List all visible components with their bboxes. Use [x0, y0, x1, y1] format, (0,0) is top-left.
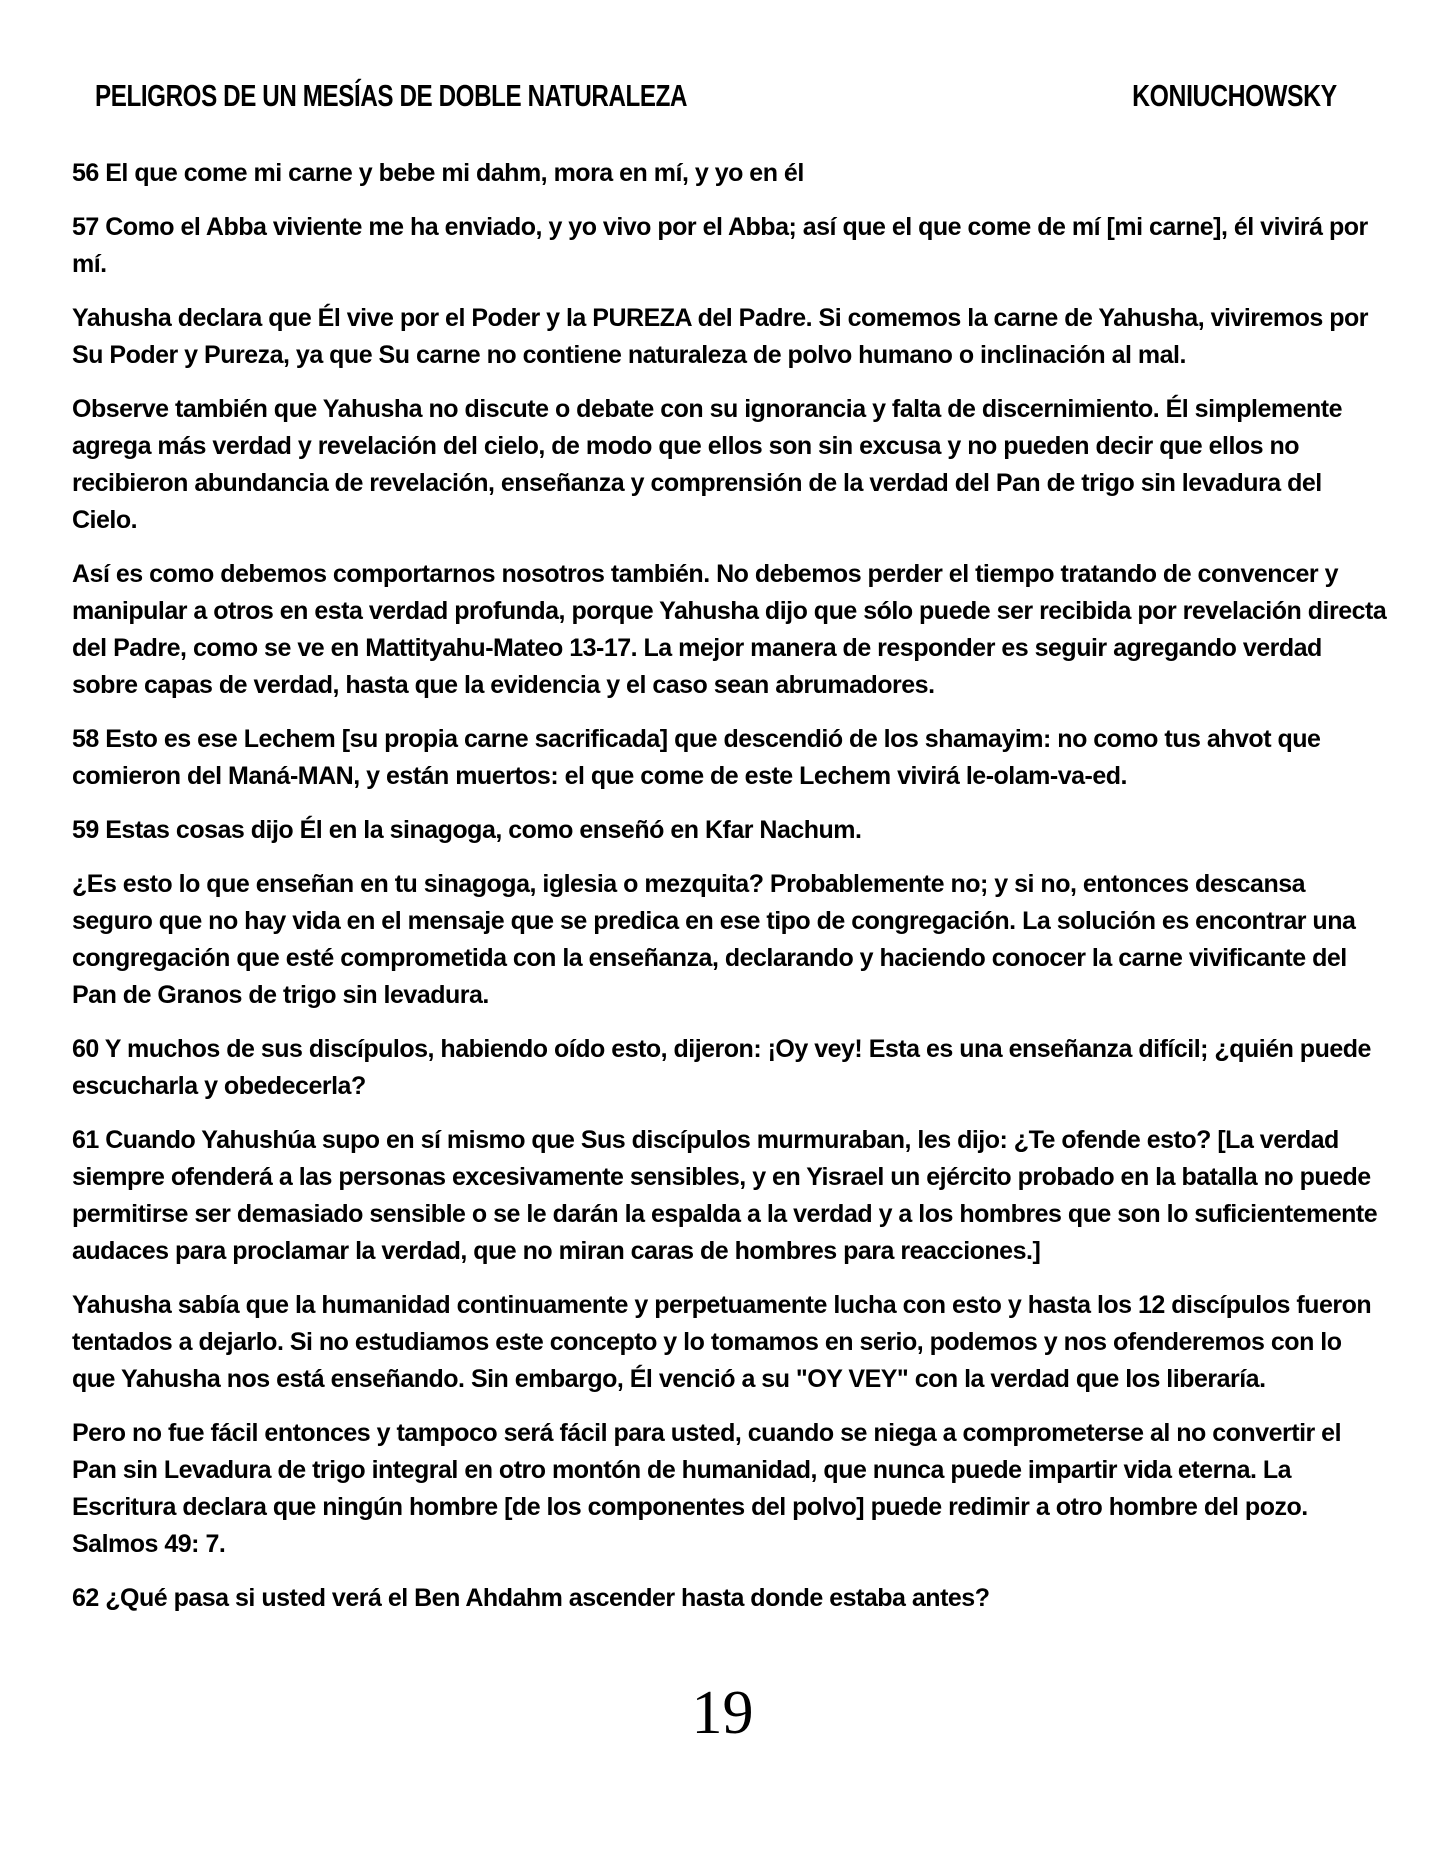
- paragraph: 62 ¿Qué pasa si usted verá el Ben Ahdahm ascender hasta donde estaba antes?: [72, 1584, 990, 1612]
- paragraph: Observe también que Yahusha no discute o debate con su ignorancia y falta de discernimiento. Él simplemente agrega más verdad y revelación del cielo, de modo que ellos son sin excusa y no pueden decir que ellos no recibieron abundancia de revelación, enseñanza y comprensión de la verdad del Pan de trigo sin levadura del Cielo.: [72, 395, 1343, 534]
- paragraph: Pero no fue fácil entonces y tampoco será fácil para usted, cuando se niega a comprometerse al no convertir el Pan sin Levadura de trigo integral en otro montón de humanidad, que nunca puede impartir vida eterna. La Escritura declara que ningún hombre [de los componentes del polvo] puede redimir a otro hombre del pozo. Salmos 49: 7.: [72, 1419, 1342, 1558]
- paragraph: ¿Es esto lo que enseñan en tu sinagoga, iglesia o mezquita? Probablemente no; y si no, entonces descansa seguro que no hay vida en el mensaje que se predica en ese tipo de congregación. La solución es encontrar una congregación que esté comprometida con la enseñanza, declarando y haciendo conocer la carne vivificante del Pan de Granos de trigo sin levadura.: [72, 870, 1356, 1009]
- running-header: [95, 0, 1337, 111]
- header-author: KONIUCHOWSKY: [1132, 78, 1337, 113]
- paragraph: 61 Cuando Yahushúa supo en sí mismo que Sus discípulos murmuraban, les dijo: ¿Te ofende esto? [La verdad siempre ofenderá a las personas excesivamente sensibles, y en Yisrael un ejército probado en la batalla no puede permitirse ser demasiado sensible o se le darán la espalda a la verdad y a los hombres que son lo suficientemente audaces para proclamar la verdad, que no miran caras de hombres para reacciones.]: [72, 1126, 1378, 1265]
- paragraph: 56 El que come mi carne y bebe mi dahm, mora en mí, y yo en él: [72, 159, 804, 187]
- paragraph: Yahusha declara que Él vive por el Poder y la PUREZA del Padre. Si comemos la carne de Yahusha, viviremos por Su Poder y Pureza, ya que Su carne no contiene naturaleza de polvo humano o inclinación al mal.: [72, 304, 1369, 369]
- paragraph: 58 Esto es ese Lechem [su propia carne sacrificada] que descendió de los shamayim: no como tus ahvot que comieron del Maná-MAN, y están muertos: el que come de este Lechem vivirá le-olam-va-ed.: [72, 725, 1321, 790]
- page-number: 19: [691, 1679, 754, 1747]
- paragraph: 59 Estas cosas dijo Él en la sinagoga, como enseñó en Kfar Nachum.: [72, 816, 862, 844]
- header-title: PELIGROS DE UN MESÍAS DE DOBLE NATURALEZA: [95, 78, 688, 113]
- document-body: [72, 155, 1390, 1617]
- paragraph: Yahusha sabía que la humanidad continuamente y perpetuamente lucha con esto y hasta los 12 discípulos fueron tentados a dejarlo. Si no estudiamos este concepto y lo tomamos en serio, podemos y nos ofenderemos con lo que Yahusha nos está enseñando. Sin embargo, Él venció a su "OY VEY" con la verdad que los liberaría.: [72, 1291, 1372, 1393]
- paragraph: 57 Como el Abba viviente me ha enviado, y yo vivo por el Abba; así que el que come de mí [mi carne], él vivirá por mí.: [72, 213, 1368, 278]
- paragraph: 60 Y muchos de sus discípulos, habiendo oído esto, dijeron: ¡Oy vey! Esta es una enseñanza difícil; ¿quién puede escucharla y obedecerla?: [72, 1035, 1371, 1100]
- paragraph: Así es como debemos comportarnos nosotros también. No debemos perder el tiempo tratando de convencer y manipular a otros en esta verdad profunda, porque Yahusha dijo que sólo puede ser recibida por revelación directa del Padre, como se ve en Mattityahu-Mateo 13-17. La mejor manera de responder es seguir agregando verdad sobre capas de verdad, hasta que la evidencia y el caso sean abrumadores.: [72, 560, 1387, 699]
